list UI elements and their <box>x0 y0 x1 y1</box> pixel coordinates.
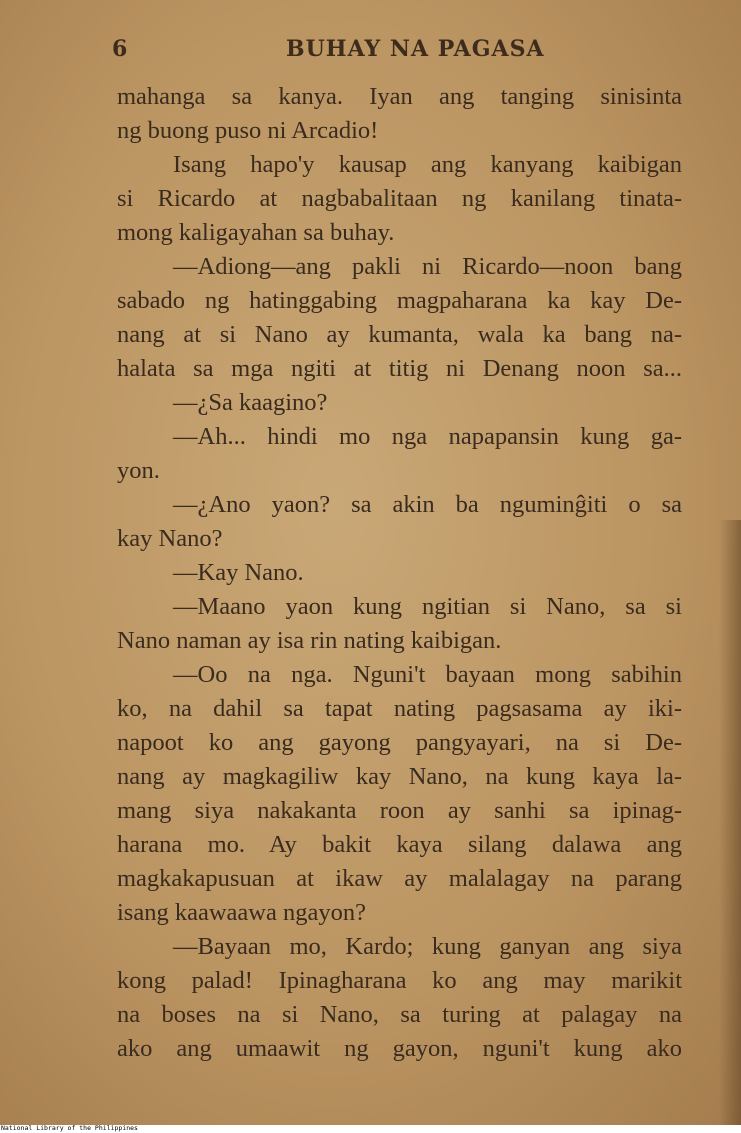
text-line: mong kaligayahan sa buhay. <box>117 219 395 246</box>
text-line: yon. <box>117 457 160 484</box>
text-line: harana mo. Ay bakit kaya silang dalawa ang <box>117 831 682 858</box>
text-line: sabado ng hatinggabing magpaharana ka kay De- <box>117 287 682 314</box>
body-text <box>117 80 682 1066</box>
text-line: —Ah... hindi mo nga napapansin kung ga- <box>173 423 682 450</box>
text-line: ko, na dahil sa tapat nating pagsasama ay iki- <box>117 695 682 722</box>
text-line: si Ricardo at nagbabalitaan ng kanilang tinata- <box>117 185 682 212</box>
page-header <box>0 36 741 66</box>
text-line: napoot ko ang gayong pangyayari, na si De- <box>117 729 682 756</box>
text-line: mang siya nakakanta roon ay sanhi sa ipinag- <box>117 797 682 824</box>
text-line: —¿Ano yaon? sa akin ba nguminĝiti o sa <box>173 491 682 518</box>
text-line: —Bayaan mo, Kardo; kung ganyan ang siya <box>173 933 682 960</box>
text-line: ng buong puso ni Arcadio! <box>117 117 379 144</box>
text-line: halata sa mga ngiti at titig ni Denang noon sa... <box>117 355 682 382</box>
page-number: 6 <box>112 36 128 62</box>
text-line: kong palad! Ipinagharana ko ang may marikit <box>117 967 682 994</box>
text-line: ako ang umaawit ng gayon, nguni't kung ako <box>117 1035 682 1062</box>
text-line: nang at si Nano ay kumanta, wala ka bang na- <box>117 321 682 348</box>
text-line: Nano naman ay isa rin nating kaibigan. <box>117 627 502 654</box>
text-line: —Kay Nano. <box>173 559 304 586</box>
text-line: kay Nano? <box>117 525 223 552</box>
text-line: magkakapusuan at ikaw ay malalagay na parang <box>117 865 682 892</box>
scan-footer <box>0 1125 741 1133</box>
library-credit: National Library of the Philippines <box>1 1124 138 1132</box>
text-line: —Adiong—ang pakli ni Ricardo—noon bang <box>173 253 682 280</box>
text-line: na boses na si Nano, sa turing at palagay na <box>117 1001 682 1028</box>
text-line: Isang hapo'y kausap ang kanyang kaibigan <box>173 151 682 178</box>
text-line: nang ay magkagiliw kay Nano, na kung kaya la- <box>117 763 682 790</box>
page-edge-shadow <box>719 520 741 1125</box>
text-line: —Oo na nga. Nguni't bayaan mong sabihin <box>173 661 682 688</box>
text-line: mahanga sa kanya. Iyan ang tanging sinisinta <box>117 83 682 110</box>
text-line: isang kaawaawa ngayon? <box>117 899 366 926</box>
text-line: —¿Sa kaagino? <box>173 389 328 416</box>
text-line: —Maano yaon kung ngitian si Nano, sa si <box>173 593 682 620</box>
running-head: BUHAY NA PAGASA <box>286 36 545 62</box>
